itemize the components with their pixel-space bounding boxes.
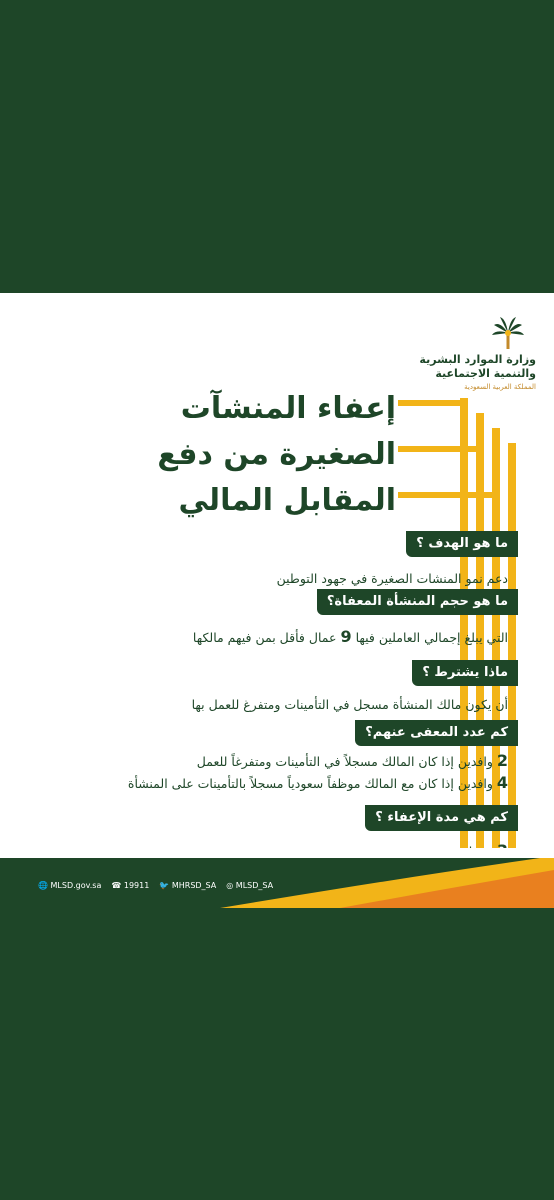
title-line-2: الصغيرة من دفع bbox=[157, 437, 396, 472]
answer-count-1 bbox=[197, 751, 508, 772]
question-duration: كم هي مدة الإعفاء ؟ bbox=[365, 805, 518, 831]
question-count: كم عدد المعفى عنهم؟ bbox=[355, 720, 518, 746]
footer-instagram[interactable]: ◎ MLSD_SA bbox=[226, 881, 274, 890]
footer-website[interactable]: 🌐 MLSD.gov.sa bbox=[38, 881, 102, 890]
question-goal: ما هو الهدف ؟ bbox=[406, 531, 518, 557]
logo-text-line2: والتنمية الاجتماعية bbox=[435, 367, 536, 380]
gold-line bbox=[398, 400, 468, 406]
answer-count-2-text: وافدين إذا كان مع المالك موظفاً سعودياً مسجلاً بالتأمينات على المنشأة bbox=[127, 776, 493, 791]
question-condition: ماذا يشترط ؟ bbox=[412, 660, 518, 686]
question-size: ما هو حجم المنشأة المعفاة؟ bbox=[317, 589, 518, 615]
answer-count-1-text: وافدين إذا كان المالك مسجلاً في التأمينات ومتفرغاً للعمل bbox=[196, 754, 493, 769]
gold-line bbox=[398, 446, 484, 452]
footer-contacts bbox=[38, 881, 273, 890]
title-line-3: المقابل المالي bbox=[178, 483, 396, 518]
answer-size bbox=[193, 627, 508, 648]
answer-count-2 bbox=[128, 773, 508, 794]
instagram-text: MLSD_SA bbox=[235, 881, 274, 890]
answer-size-post: عمال فأقل بمن فيهم مالكها bbox=[192, 630, 337, 645]
answer-count-2-number: 4 bbox=[496, 773, 508, 792]
answer-size-pre: التي يبلغ إجمالي العاملين فيها bbox=[355, 630, 508, 645]
answer-condition: أن يكون مالك المنشأة مسجل في التأمينات ومتفرغ للعمل بها bbox=[191, 697, 508, 712]
answer-count-1-number: 2 bbox=[496, 751, 508, 770]
answer-size-number: 9 bbox=[340, 627, 352, 646]
logo-text-line3: المملكة العربية السعودية bbox=[464, 383, 536, 391]
footer-twitter[interactable]: 🐦 MHRSD_SA bbox=[159, 881, 217, 890]
gold-line bbox=[398, 492, 500, 498]
logo-text-line1: وزارة الموارد البشرية bbox=[419, 353, 536, 366]
footer-phone[interactable]: ☎ 19911 bbox=[111, 881, 150, 890]
twitter-text: MHRSD_SA bbox=[171, 881, 217, 890]
footer-wave bbox=[0, 848, 554, 908]
title-line-1: إعفاء المنشآت bbox=[180, 391, 396, 426]
infographic-card bbox=[0, 293, 554, 908]
ministry-logo bbox=[406, 315, 536, 395]
phone-text: 19911 bbox=[123, 881, 150, 890]
answer-goal: دعم نمو المنشات الصغيرة في جهود التوطين bbox=[276, 571, 508, 586]
palm-icon bbox=[490, 315, 526, 351]
website-text: MLSD.gov.sa bbox=[50, 881, 102, 890]
